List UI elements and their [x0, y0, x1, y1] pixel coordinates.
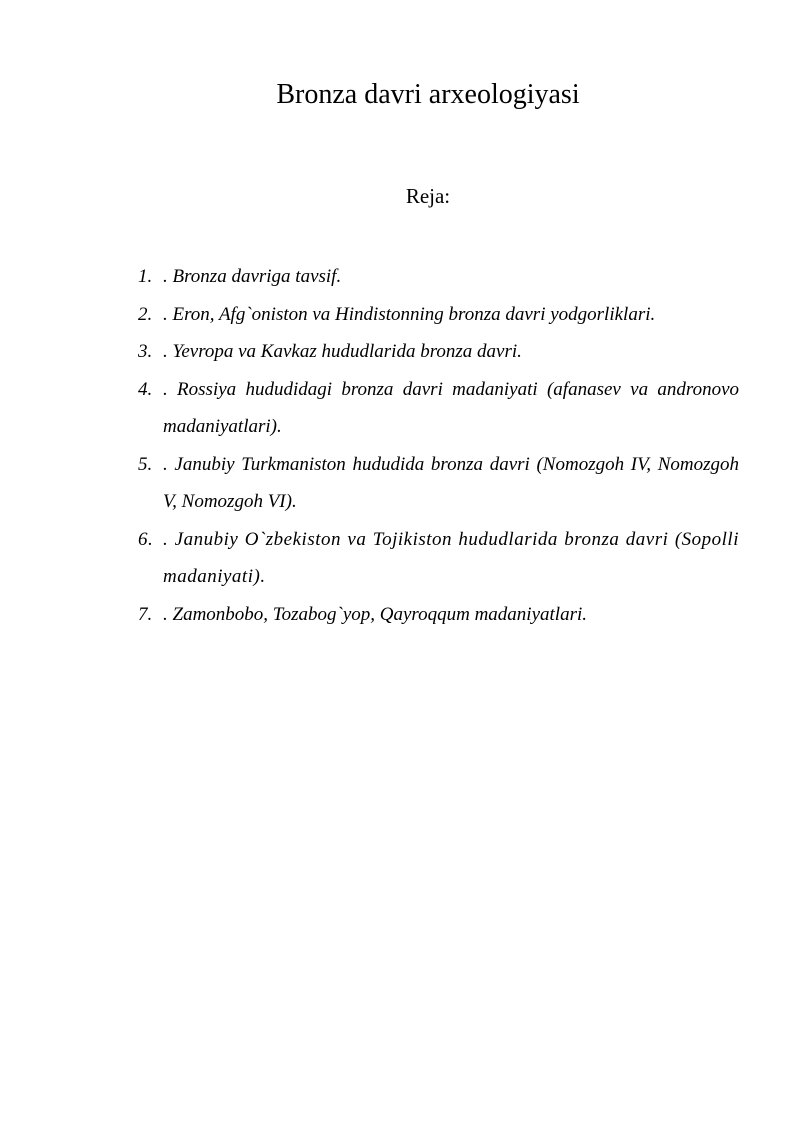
plan-heading: Reja: [405, 184, 451, 208]
plan-item-number: 3. [138, 341, 153, 362]
plan-item-2 [138, 296, 739, 334]
plan-item-number: 7. [138, 603, 153, 625]
plan-item-text: . Bronza davriga tavsif. [163, 266, 342, 287]
plan-item-text: . Zamonbobo, Tozabog`yop, Qayroqqum madaniyatlari. [163, 603, 587, 625]
plan-item-number: 1. [138, 266, 153, 287]
plan-item-text: . Janubiy Turkmaniston hududida bronza davri (Nomozgoh IV, Nomozgoh V, Nomozgoh VI). [163, 453, 739, 512]
plan-item-text: . Eron, Afg`oniston va Hindistonning bronza davri yodgorliklari. [163, 303, 656, 325]
plan-item-6 [138, 521, 739, 596]
plan-item-number: 4. [138, 378, 153, 400]
plan-item-number: 6. [138, 528, 154, 550]
plan-item-text: . Rossiya hududidagi bronza davri madaniyati (afanasev va andronovo madaniyatlari). [163, 378, 739, 437]
plan-item-7 [138, 596, 739, 634]
plan-item-text: . Janubiy O`zbekiston va Tojikiston hududlarida bronza davri (Sopolli madaniyati). [163, 528, 739, 587]
plan-item-text: . Yevropa va Kavkaz hududlarida bronza davri. [163, 341, 522, 362]
plan-item-3 [138, 333, 739, 371]
plan-item-1 [138, 258, 739, 296]
plan-list [138, 258, 739, 633]
plan-item-number: 5. [138, 453, 153, 475]
plan-item-4 [138, 371, 739, 446]
plan-item-5 [138, 446, 739, 521]
document-title: Bronza davri arxeologiyasi [276, 79, 580, 110]
plan-item-number: 2. [138, 303, 153, 325]
